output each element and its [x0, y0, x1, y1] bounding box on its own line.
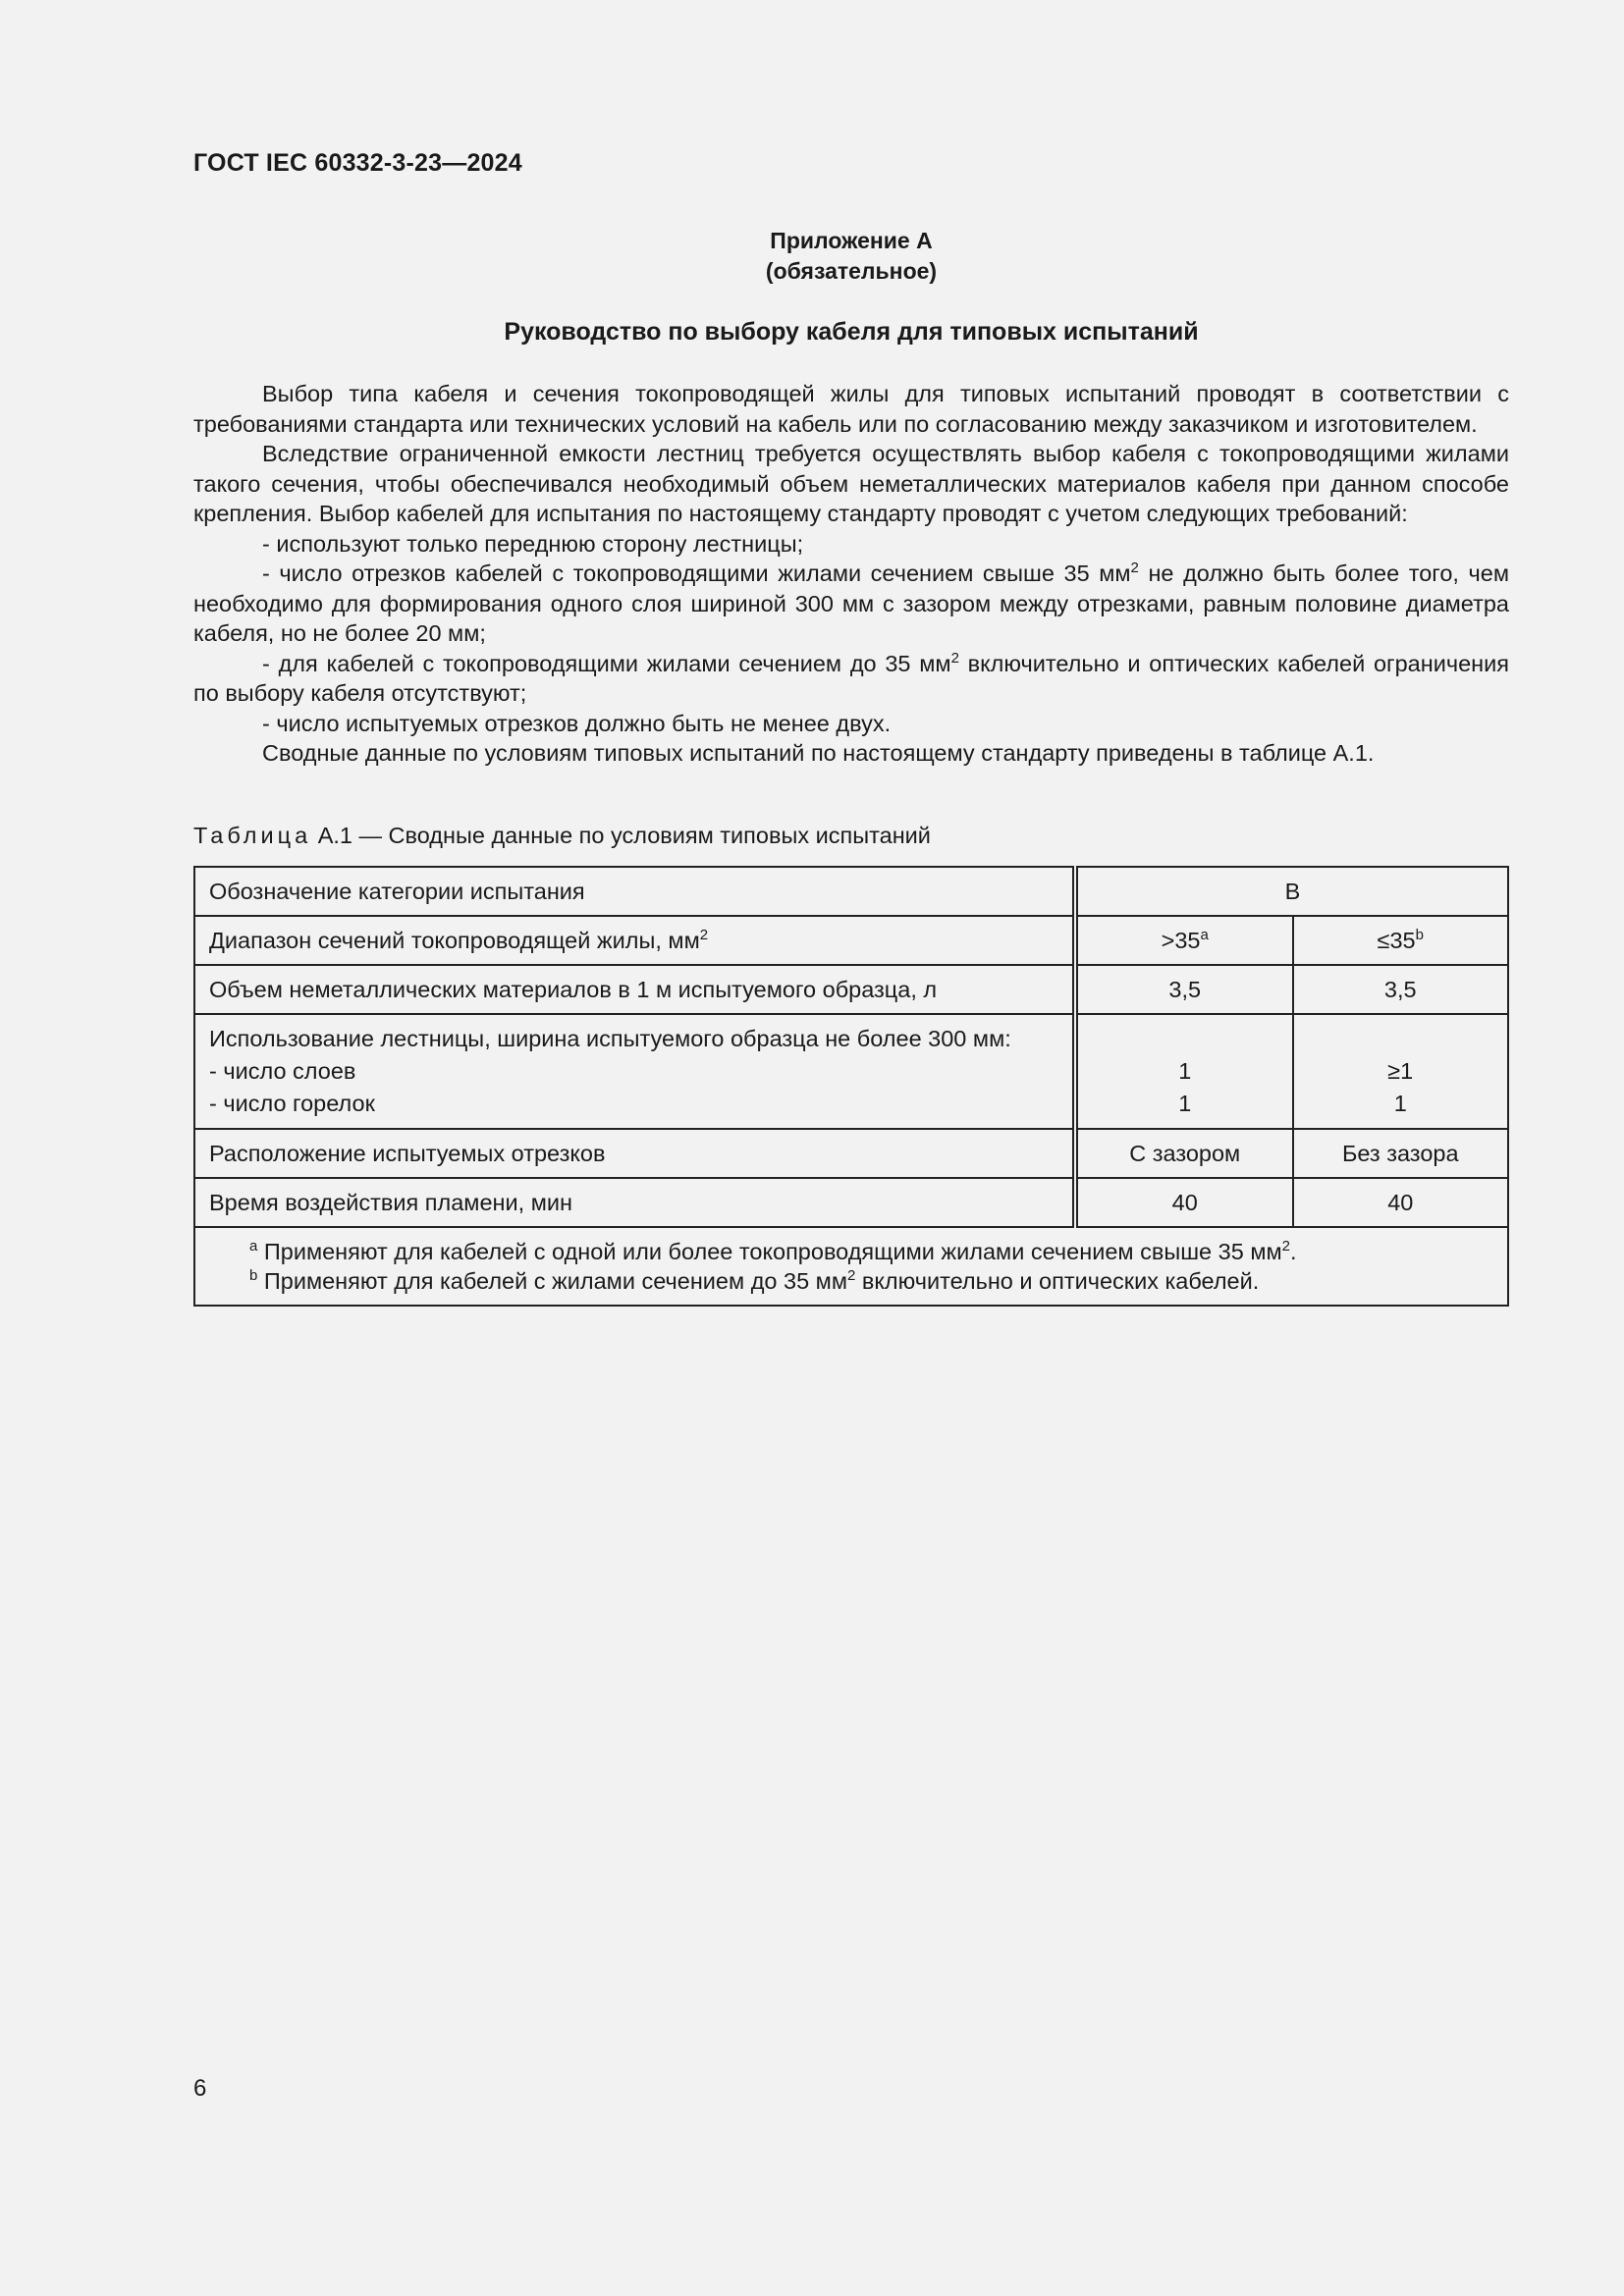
range-col2: [1293, 916, 1508, 965]
footnote-a-text: Применяют для кабелей с одной или более токопроводящими жилами сечением свыше 35 мм: [257, 1239, 1282, 1264]
layers-col2: ≥1: [1387, 1058, 1414, 1084]
burners-label: - число горелок: [209, 1091, 375, 1116]
burners-col2: 1: [1393, 1091, 1407, 1116]
arrangement-label: Расположение испытуемых отрезков: [194, 1129, 1075, 1178]
footnote-a: [249, 1237, 1493, 1266]
ladder-col1: [1075, 1014, 1293, 1129]
volume-col1: 3,5: [1075, 965, 1293, 1014]
table-row-category: [194, 867, 1508, 916]
footnote-a-end: .: [1289, 1239, 1297, 1264]
table-row-flame-time: [194, 1178, 1508, 1227]
burners-col1: 1: [1178, 1091, 1192, 1116]
requirement-2: [193, 559, 1509, 649]
table-row-arrangement: [194, 1129, 1508, 1178]
table-caption-label: Таблица: [193, 823, 312, 848]
footnote-b-text: Применяют для кабелей с жилами сечением до 35 мм: [257, 1268, 847, 1294]
footnote-ref-b: b: [1415, 926, 1424, 943]
arrangement-col2: Без зазора: [1293, 1129, 1508, 1178]
range-col2-text: ≤35: [1377, 927, 1416, 953]
paragraph-2: Вследствие ограниченной емкости лестниц требуется осуществлять выбор кабеля с токопроводящими жилами такого сечения, чтобы обеспечивался необходимый объем неметаллических материалов кабеля при данном способе крепления. Выбор кабелей для испытания по настоящему стандарту проводят с учетом следующих требований:: [193, 441, 1509, 526]
layers-label: - число слоев: [209, 1058, 356, 1084]
appendix-heading: [193, 226, 1509, 287]
range-label: [194, 916, 1075, 965]
page-number: 6: [193, 2075, 207, 2102]
ladder-col2: [1293, 1014, 1508, 1129]
footnote-b-end: включительно и оптических кабелей.: [855, 1268, 1260, 1294]
range-label-text: Диапазон сечений токопроводящей жилы, мм: [209, 927, 700, 953]
range-col1-text: >35: [1161, 927, 1201, 953]
body-text: [193, 379, 1509, 769]
requirement-3-text-a: - для кабелей с токопроводящими жилами сечением до 35 мм: [262, 650, 951, 676]
table-row-ladder: [194, 1014, 1508, 1129]
superscript: 2: [1130, 560, 1139, 576]
table-notes-row: [194, 1227, 1508, 1306]
table-notes: [194, 1227, 1508, 1306]
paragraph-1: Выбор типа кабеля и сечения токопроводящей жилы для типовых испытаний проводят в соответствии с требованиями стандарта или технических условий на кабель или по согласованию между заказчиком и изготовителем.: [193, 381, 1509, 437]
paragraph-summary: Сводные данные по условиям типовых испытаний по настоящему стандарту приведены в таблице А.1.: [262, 740, 1375, 766]
category-label: Обозначение категории испытания: [194, 867, 1075, 916]
summary-table: [193, 866, 1509, 1307]
superscript: 2: [1281, 1238, 1290, 1255]
layers-col1: 1: [1178, 1058, 1192, 1084]
appendix-title: Приложение А: [770, 228, 933, 253]
appendix-status: (обязательное): [765, 258, 938, 284]
footnote-mark-b: b: [249, 1267, 258, 1284]
superscript: 2: [699, 926, 709, 943]
footnote-b: [249, 1266, 1493, 1296]
requirement-1: - используют только переднюю сторону лестницы;: [262, 530, 804, 557]
volume-label: Объем неметаллических материалов в 1 м испытуемого образца, л: [194, 965, 1075, 1014]
flame-time-col2: 40: [1293, 1178, 1508, 1227]
superscript: 2: [846, 1267, 856, 1284]
volume-col2: 3,5: [1293, 965, 1508, 1014]
table-row-range: [194, 916, 1508, 965]
requirement-2-text-b: не должно быть более того, чем необходимо для формирования одного слоя шириной 300 мм с зазором между отрезками, равным половине диаметра кабеля, но не более 20 мм;: [193, 561, 1509, 646]
requirement-3-text-b: включительно и оптических кабелей ограничения по выбору кабеля отсутствуют;: [193, 650, 1509, 706]
arrangement-col1: С зазором: [1075, 1129, 1293, 1178]
ladder-label: [194, 1014, 1075, 1129]
table-row-volume: [194, 965, 1508, 1014]
flame-time-label: Время воздействия пламени, мин: [194, 1178, 1075, 1227]
requirement-2-text-a: - число отрезков кабелей с токопроводящими жилами сечением свыше 35 мм: [262, 561, 1131, 586]
requirement-3: [193, 649, 1509, 709]
table-caption-text: А.1 — Сводные данные по условиям типовых испытаний: [317, 823, 931, 848]
range-col1: [1075, 916, 1293, 965]
table-caption: [193, 823, 931, 849]
ladder-title: Использование лестницы, ширина испытуемого образца не более 300 мм:: [209, 1026, 1011, 1051]
section-title: Руководство по выбору кабеля для типовых испытаний: [504, 318, 1199, 346]
footnote-ref-a: a: [1200, 926, 1209, 943]
category-value: B: [1075, 867, 1508, 916]
footnote-mark-a: a: [249, 1238, 258, 1255]
requirement-4: - число испытуемых отрезков должно быть не менее двух.: [262, 710, 892, 736]
flame-time-col1: 40: [1075, 1178, 1293, 1227]
superscript: 2: [950, 649, 959, 667]
document-header: ГОСТ IEC 60332-3-23—2024: [193, 149, 522, 177]
